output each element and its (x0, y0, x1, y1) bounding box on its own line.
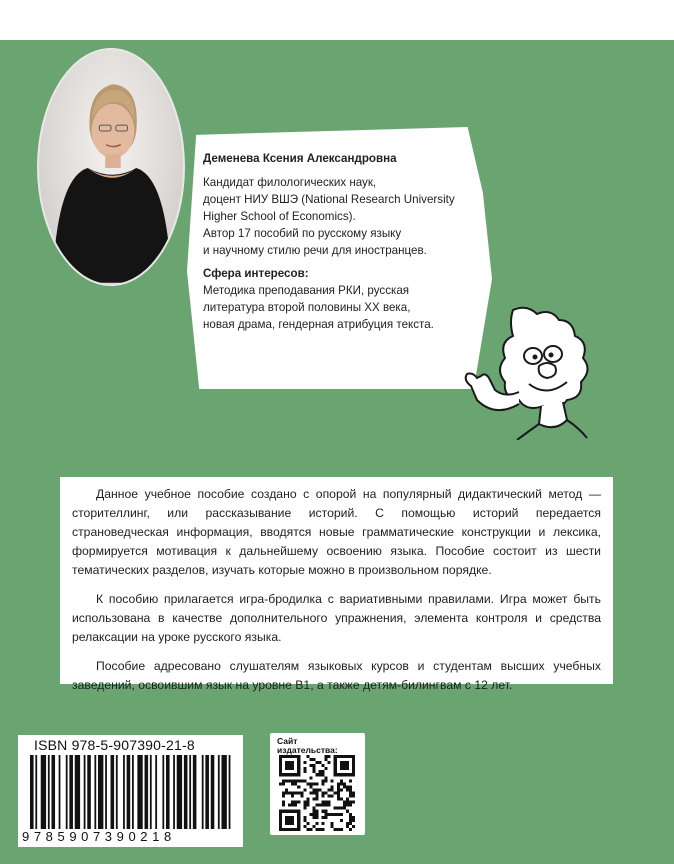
barcode-bar (155, 755, 157, 829)
qr-module (282, 801, 285, 804)
qr-module (322, 779, 325, 782)
qr-module (322, 764, 325, 767)
qr-module (312, 807, 315, 810)
qr-module (297, 791, 300, 794)
qr-module (340, 788, 343, 791)
qr-module (282, 795, 285, 798)
barcode-bar (127, 755, 131, 829)
barcode-bar (116, 755, 118, 829)
qr-module (319, 828, 322, 831)
qr-module (312, 825, 315, 828)
qr-module (334, 813, 337, 816)
qr-module (331, 825, 334, 828)
barcode-bar (30, 755, 34, 829)
qr-module (285, 761, 294, 770)
interests-text (203, 282, 483, 333)
qr-module (322, 782, 325, 785)
qr-module (306, 804, 309, 807)
qr-module (343, 807, 346, 810)
publisher-qr[interactable] (270, 733, 365, 835)
qr-module (312, 791, 315, 794)
qr-module (319, 770, 322, 773)
qr-module (352, 819, 355, 822)
qr-module (315, 782, 318, 785)
qr-module (337, 795, 340, 798)
qr-module (334, 791, 337, 794)
qr-module (352, 795, 355, 798)
qr-module (309, 785, 312, 788)
qr-module (315, 816, 318, 819)
qr-module (312, 813, 315, 816)
qr-module (349, 779, 352, 782)
qr-module (294, 804, 297, 807)
qr-module (352, 801, 355, 804)
qr-module (315, 813, 318, 816)
qr-module (315, 798, 318, 801)
qr-module (331, 813, 334, 816)
qr-module (349, 785, 352, 788)
qr-module (322, 816, 325, 819)
qr-module (312, 816, 315, 819)
qr-module (331, 795, 334, 798)
qr-module (349, 804, 352, 807)
qr-module (322, 804, 325, 807)
barcode-bar (75, 755, 80, 829)
author-portrait (39, 50, 183, 284)
qr-module (343, 785, 346, 788)
isbn-barcode (18, 735, 243, 847)
qr-module (306, 755, 309, 758)
qr-module (291, 782, 294, 785)
barcode-bar (218, 755, 220, 829)
qr-module (309, 791, 312, 794)
qr-module (315, 804, 318, 807)
qr-module (297, 785, 300, 788)
qr-module (337, 828, 340, 831)
barcode-bar (48, 755, 50, 829)
barcode-bar (189, 755, 191, 829)
qr-module (315, 828, 318, 831)
interests-line: Методика преподавания РКИ, русская (203, 284, 410, 297)
qr-module (303, 825, 306, 828)
barcode-bar (137, 755, 142, 829)
qr-caption-line: издательства: (277, 745, 338, 755)
qr-module (312, 798, 315, 801)
barcode-bar (221, 755, 226, 829)
qr-module (331, 785, 334, 788)
qr-module (282, 791, 285, 794)
barcode-bar (35, 755, 37, 829)
barcode-bar (211, 755, 215, 829)
qr-module (325, 810, 328, 813)
qr-module (282, 782, 285, 785)
qr-module (303, 816, 306, 819)
qr-module (291, 801, 294, 804)
qr-module (291, 804, 294, 807)
qr-module (303, 770, 306, 773)
qr-module (325, 791, 328, 794)
barcode-bar (87, 755, 91, 829)
qr-module (331, 779, 334, 782)
qr-module (346, 785, 349, 788)
qr-module (349, 816, 352, 819)
qr-module (315, 822, 318, 825)
qr-module (309, 776, 312, 779)
qr-module (331, 822, 334, 825)
qr-caption (277, 737, 338, 755)
qr-module (337, 788, 340, 791)
barcode-bar (84, 755, 86, 829)
qr-module (306, 798, 309, 801)
qr-module (337, 813, 340, 816)
description-paragraph: Данное учебное пособие создано с опорой на популярный дидактический метод — сторителлинг, или рассказывание историй. С помощью историй передается страноведческая информация, вводятся новые грамматические конструкции и лексика, формируется мотивация к дальнейшему освоению языка. Пособие состоит из шести тематических разделов, изучать которые можно в произвольном порядке. (72, 487, 601, 577)
qr-module (337, 807, 340, 810)
qr-module (322, 810, 325, 813)
barcode-bar (105, 755, 107, 829)
qr-module (322, 822, 325, 825)
qr-module (312, 782, 315, 785)
qr-module (343, 804, 346, 807)
barcode-bar (150, 755, 152, 829)
qr-module (346, 822, 349, 825)
qr-module (328, 804, 331, 807)
qr-module (319, 761, 322, 764)
qr-module (312, 788, 315, 791)
qr-module (322, 773, 325, 776)
qr-module (349, 819, 352, 822)
qr-module (319, 804, 322, 807)
description-paragraph: К пособию прилагается игра-бродилка с вариативными правилами. Игра может быть использована в качестве дополнительного упражнения, элемента контроля и средства релаксации на уроке русского языка. (72, 592, 601, 644)
qr-module (337, 791, 340, 794)
qr-module (328, 801, 331, 804)
qr-module (300, 795, 303, 798)
qr-module (349, 801, 352, 804)
barcode-bar (59, 755, 61, 829)
qr-module (309, 813, 312, 816)
qr-module (352, 816, 355, 819)
qr-module (309, 782, 312, 785)
qr-module (291, 791, 294, 794)
qr-module (319, 788, 322, 791)
qr-module (315, 773, 318, 776)
barcode-bar (202, 755, 204, 829)
qr-module (282, 779, 285, 782)
qr-module (349, 822, 352, 825)
qr-module (294, 801, 297, 804)
interests-line: литература второй половины XX века, (203, 301, 411, 314)
qr-module (285, 788, 288, 791)
qr-module (315, 810, 318, 813)
barcode-bar (69, 755, 73, 829)
qr-module (297, 779, 300, 782)
qr-module (322, 828, 325, 831)
barcode-bar (162, 755, 164, 829)
qr-module (285, 816, 294, 825)
qr-module (340, 819, 343, 822)
qr-module (312, 767, 315, 770)
qr-module (288, 804, 291, 807)
qr-module (319, 773, 322, 776)
qr-module (325, 779, 328, 782)
barcode-digits: 9785907390218 (22, 829, 176, 844)
qr-module (328, 755, 331, 758)
qr-module (328, 761, 331, 764)
qr-module (297, 801, 300, 804)
qr-code-icon[interactable] (277, 755, 357, 831)
qr-module (337, 798, 340, 801)
qr-module (309, 764, 312, 767)
qr-module (315, 795, 318, 798)
qr-module (303, 807, 306, 810)
barcode-bar (166, 755, 170, 829)
bio-line: Higher School of Economics). (203, 210, 356, 223)
qr-module (337, 782, 340, 785)
description-paragraph: Пособие адресовано слушателям языковых курсов и студентам высших учебных заведений, освоившим язык на уровне B1, а также детям-билингвам с 12 лет. (72, 659, 601, 692)
author-bio (203, 174, 483, 259)
qr-module (309, 828, 312, 831)
qr-module (325, 758, 328, 761)
qr-module (291, 779, 294, 782)
barcode-bar (193, 755, 197, 829)
qr-module (349, 813, 352, 816)
barcode-bar (98, 755, 103, 829)
qr-module (322, 801, 325, 804)
qr-module (306, 822, 309, 825)
qr-module (340, 813, 343, 816)
qr-module (315, 788, 318, 791)
isbn-number: ISBN 978-5-907390-21-8 (34, 737, 195, 753)
qr-module (312, 764, 315, 767)
barcode-bar (41, 755, 46, 829)
qr-module (300, 791, 303, 794)
qr-module (325, 776, 328, 779)
qr-module (325, 816, 328, 819)
qr-module (285, 791, 288, 794)
top-edge (0, 0, 674, 40)
author-info (203, 150, 483, 333)
qr-module (312, 758, 315, 761)
qr-module (346, 798, 349, 801)
qr-module (306, 828, 309, 831)
qr-module (328, 788, 331, 791)
qr-module (340, 761, 349, 770)
qr-module (322, 770, 325, 773)
qr-module (328, 813, 331, 816)
qr-module (303, 801, 306, 804)
qr-module (306, 801, 309, 804)
qr-module (346, 804, 349, 807)
qr-module (282, 804, 285, 807)
barcode-bar (145, 755, 149, 829)
barcode-bar (205, 755, 209, 829)
barcode-bar (66, 755, 68, 829)
qr-module (349, 788, 352, 791)
qr-module (349, 791, 352, 794)
qr-module (352, 791, 355, 794)
qr-module (300, 779, 303, 782)
qr-module (285, 779, 288, 782)
qr-module (303, 788, 306, 791)
qr-module (349, 828, 352, 831)
interests-line: новая драма, гендерная атрибуция текста. (203, 318, 434, 331)
barcode-bar (229, 755, 231, 829)
barcode-bar (173, 755, 175, 829)
mascot-illustration (455, 300, 605, 440)
interests-title: Сфера интересов: (203, 267, 309, 280)
qr-module (346, 810, 349, 813)
barcode-bar (51, 755, 55, 829)
qr-module (337, 785, 340, 788)
qr-module (334, 828, 337, 831)
qr-module (325, 801, 328, 804)
qr-module (315, 791, 318, 794)
qr-module (315, 761, 318, 764)
qr-module (325, 804, 328, 807)
qr-module (303, 767, 306, 770)
qr-caption-line: Сайт (277, 736, 298, 746)
qr-module (340, 798, 343, 801)
qr-module (279, 782, 282, 785)
qr-module (325, 813, 328, 816)
qr-module (343, 801, 346, 804)
qr-module (340, 782, 343, 785)
qr-module (312, 770, 315, 773)
barcode-bar (132, 755, 134, 829)
qr-module (346, 801, 349, 804)
barcode-bar (177, 755, 182, 829)
author-photo (37, 48, 185, 286)
qr-module (303, 804, 306, 807)
bio-line: Автор 17 пособий по русскому языку (203, 227, 402, 240)
qr-module (291, 795, 294, 798)
qr-module (325, 755, 328, 758)
barcode-bars (30, 755, 234, 829)
qr-module (334, 807, 337, 810)
barcode-bar (111, 755, 115, 829)
barcode-bar (94, 755, 96, 829)
bio-line: Кандидат филологических наук, (203, 176, 377, 189)
qr-module (288, 791, 291, 794)
qr-module (312, 810, 315, 813)
qr-module (294, 791, 297, 794)
qr-module (346, 825, 349, 828)
qr-module (303, 779, 306, 782)
qr-module (309, 758, 312, 761)
author-name: Деменева Ксения Александровна (203, 152, 397, 165)
qr-module (352, 825, 355, 828)
qr-module (288, 779, 291, 782)
qr-module (331, 788, 334, 791)
qr-module (346, 788, 349, 791)
qr-module (340, 779, 343, 782)
qr-module (340, 807, 343, 810)
qr-module (294, 779, 297, 782)
qr-module (349, 795, 352, 798)
qr-module (322, 791, 325, 794)
qr-module (306, 782, 309, 785)
qr-module (343, 782, 346, 785)
barcode-bar (123, 755, 125, 829)
book-description (60, 477, 613, 692)
qr-module (294, 782, 297, 785)
qr-module (303, 761, 306, 764)
qr-module (340, 828, 343, 831)
bio-line: и научному стилю речи для иностранцев. (203, 244, 427, 257)
bio-line: доцент НИУ ВШЭ (National Research University (203, 193, 455, 206)
qr-module (325, 767, 328, 770)
qr-module (303, 819, 306, 822)
qr-module (328, 795, 331, 798)
qr-module (322, 795, 325, 798)
barcode-bar (184, 755, 188, 829)
